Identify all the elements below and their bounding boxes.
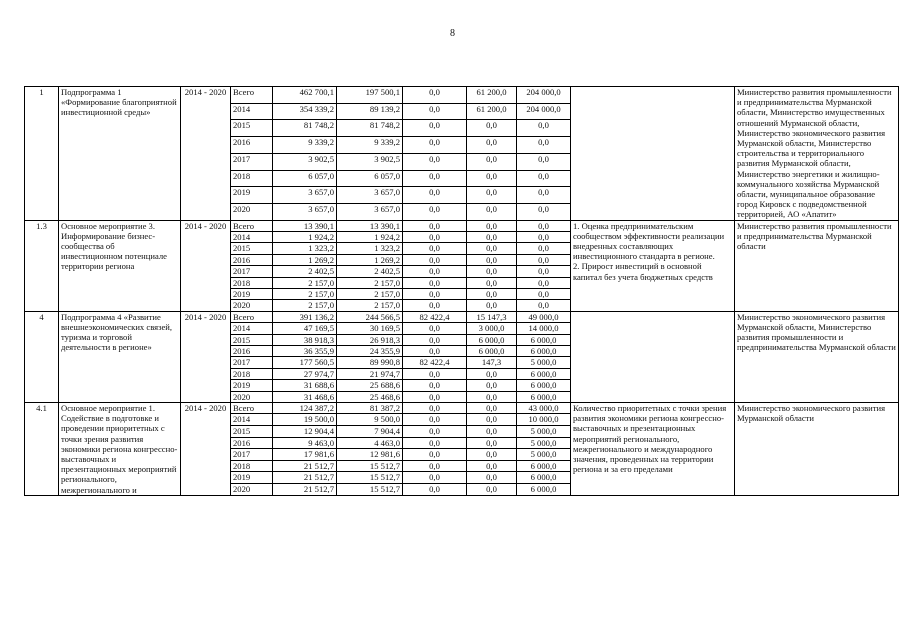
funding-value: 3 902,5	[273, 153, 337, 170]
funding-value: 0,0	[403, 187, 467, 204]
funding-value: 0,0	[403, 449, 467, 461]
year-label: 2018	[231, 460, 273, 472]
indicators	[571, 87, 735, 221]
funding-value: 1 924,2	[337, 232, 403, 243]
year-label: 2019	[231, 472, 273, 484]
funding-value: 3 657,0	[273, 187, 337, 204]
funding-value: 0,0	[517, 203, 571, 220]
funding-value: 13 390,1	[337, 220, 403, 231]
year-label: 2016	[231, 254, 273, 265]
year-label: 2015	[231, 426, 273, 438]
funding-value: 0,0	[467, 187, 517, 204]
funding-value: 197 500,1	[337, 87, 403, 104]
funding-value: 2 157,0	[273, 288, 337, 299]
funding-value: 0,0	[403, 472, 467, 484]
indicators	[571, 220, 735, 311]
funding-value: 6 000,0	[517, 460, 571, 472]
funding-value: 5 000,0	[517, 449, 571, 461]
funding-value: 1 269,2	[337, 254, 403, 265]
funding-value: 2 157,0	[337, 277, 403, 288]
funding-value: 0,0	[517, 243, 571, 254]
funding-value: 9 339,2	[337, 137, 403, 154]
funding-value: 2 157,0	[337, 300, 403, 311]
year-label: 2017	[231, 153, 273, 170]
funding-value: 6 057,0	[273, 170, 337, 187]
funding-value: 0,0	[517, 254, 571, 265]
funding-value: 61 200,0	[467, 87, 517, 104]
funding-value: 0,0	[403, 87, 467, 104]
year-label: 2014	[231, 232, 273, 243]
funding-value: 24 355,9	[337, 345, 403, 356]
funding-value: 0,0	[403, 300, 467, 311]
year-label: 2016	[231, 437, 273, 449]
funding-value: 0,0	[403, 137, 467, 154]
year-label: 2018	[231, 368, 273, 379]
year-label: Всего	[231, 87, 273, 104]
funding-value: 0,0	[403, 254, 467, 265]
funding-value: 0,0	[467, 243, 517, 254]
indicators	[571, 311, 735, 402]
funding-value: 0,0	[403, 426, 467, 438]
funding-value: 0,0	[467, 449, 517, 461]
funding-value: 43 000,0	[517, 402, 571, 414]
funding-value: 89 990,8	[337, 357, 403, 368]
funding-value: 0,0	[467, 368, 517, 379]
funding-value: 1 323,2	[273, 243, 337, 254]
funding-value: 21 512,7	[273, 460, 337, 472]
funding-value: 0,0	[467, 203, 517, 220]
funding-value: 0,0	[403, 153, 467, 170]
year-label: 2016	[231, 137, 273, 154]
funding-value: 5 000,0	[517, 357, 571, 368]
funding-value: 0,0	[403, 203, 467, 220]
indicator-text: 1. Оценка предпринимательским сообществом эффективности реализации внедренных составляющих инвестиционного стандарта в регионе.	[573, 220, 725, 262]
funding-value: 0,0	[403, 402, 467, 414]
funding-value: 0,0	[403, 391, 467, 402]
funding-value: 49 000,0	[517, 311, 571, 322]
funding-value: 81 387,2	[337, 402, 403, 414]
funding-value: 0,0	[403, 277, 467, 288]
funding-value: 0,0	[403, 437, 467, 449]
funding-value: 204 000,0	[517, 87, 571, 104]
funding-value: 5 000,0	[517, 426, 571, 438]
funding-value: 4 463,0	[337, 437, 403, 449]
funding-value: 9 500,0	[337, 414, 403, 426]
funding-value: 0,0	[403, 323, 467, 334]
row-number: 4.1	[25, 402, 59, 495]
funding-value: 14 000,0	[517, 323, 571, 334]
year-label: 2020	[231, 300, 273, 311]
funding-value: 81 748,2	[337, 120, 403, 137]
table-row	[25, 220, 899, 231]
funding-value: 15 512,7	[337, 472, 403, 484]
funding-value: 2 157,0	[337, 288, 403, 299]
funding-value: 6 000,0	[517, 484, 571, 496]
funding-value: 3 657,0	[337, 187, 403, 204]
funding-value: 0,0	[403, 484, 467, 496]
year-label: 2020	[231, 484, 273, 496]
year-label: 2014	[231, 323, 273, 334]
funding-value: 2 402,5	[273, 266, 337, 277]
funding-value: 17 981,6	[273, 449, 337, 461]
funding-value: 6 000,0	[467, 334, 517, 345]
funding-value: 0,0	[467, 437, 517, 449]
year-label: 2015	[231, 120, 273, 137]
year-label: 2015	[231, 243, 273, 254]
funding-value: 89 139,2	[337, 103, 403, 120]
period-years: 2014 - 2020	[181, 220, 231, 311]
funding-value: 5 000,0	[517, 437, 571, 449]
period-years: 2014 - 2020	[181, 311, 231, 402]
year-label: 2018	[231, 277, 273, 288]
funding-value: 0,0	[517, 277, 571, 288]
funding-value: 177 560,5	[273, 357, 337, 368]
funding-value: 1 323,2	[337, 243, 403, 254]
funding-value: 0,0	[467, 472, 517, 484]
funding-value: 0,0	[467, 300, 517, 311]
funding-value: 25 688,6	[337, 380, 403, 391]
funding-value: 3 902,5	[337, 153, 403, 170]
table-row	[25, 402, 899, 414]
funding-value: 82 422,4	[403, 357, 467, 368]
funding-value: 7 904,4	[337, 426, 403, 438]
funding-value: 26 918,3	[337, 334, 403, 345]
funding-value: 30 169,5	[337, 323, 403, 334]
funding-value: 0,0	[517, 288, 571, 299]
funding-value: 462 700,1	[273, 87, 337, 104]
funding-value: 6 057,0	[337, 170, 403, 187]
funding-value: 0,0	[467, 460, 517, 472]
funding-value: 3 657,0	[337, 203, 403, 220]
funding-value: 0,0	[403, 380, 467, 391]
funding-value: 0,0	[517, 300, 571, 311]
funding-value: 0,0	[403, 243, 467, 254]
year-label: Всего	[231, 402, 273, 414]
funding-value: 3 657,0	[273, 203, 337, 220]
indicator-text: Количество приоритетных с точки зрения развития экономики региона конгрессно-выставочных и презентационных мероприятий регионального, межрегионального и международного значения, проведенных на территории региона и за его пределами	[573, 402, 727, 475]
measure-name: Подпрограмма 1 «Формирование благоприятной инвестиционной среды»	[59, 87, 181, 221]
funding-value: 1 269,2	[273, 254, 337, 265]
funding-value: 15 147,3	[467, 311, 517, 322]
funding-value: 0,0	[403, 120, 467, 137]
funding-value: 0,0	[467, 391, 517, 402]
year-label: 2016	[231, 345, 273, 356]
funding-value: 0,0	[517, 137, 571, 154]
year-label: 2015	[231, 334, 273, 345]
funding-value: 27 974,7	[273, 368, 337, 379]
funding-value: 31 468,6	[273, 391, 337, 402]
funding-value: 0,0	[403, 266, 467, 277]
funding-value: 21 974,7	[337, 368, 403, 379]
funding-value: 0,0	[467, 170, 517, 187]
executors: Министерство развития промышленности и предпринимательства Мурманской области	[735, 220, 899, 311]
indicator-text: 2. Прирост инвестиций в основной капитал без учета бюджетных средств	[573, 261, 713, 282]
funding-value: 12 981,6	[337, 449, 403, 461]
year-label: 2020	[231, 203, 273, 220]
funding-value: 6 000,0	[517, 368, 571, 379]
funding-value: 147,3	[467, 357, 517, 368]
funding-value: 15 512,7	[337, 484, 403, 496]
funding-value: 0,0	[403, 414, 467, 426]
funding-value: 0,0	[467, 232, 517, 243]
funding-value: 6 000,0	[517, 472, 571, 484]
funding-value: 3 000,0	[467, 323, 517, 334]
program-table	[24, 86, 899, 496]
funding-value: 0,0	[467, 402, 517, 414]
funding-value: 0,0	[517, 120, 571, 137]
funding-value: 0,0	[403, 232, 467, 243]
year-label: Всего	[231, 220, 273, 231]
year-label: 2019	[231, 288, 273, 299]
funding-value: 6 000,0	[517, 380, 571, 391]
funding-value: 124 387,2	[273, 402, 337, 414]
funding-value: 0,0	[517, 232, 571, 243]
executors: Министерство развития промышленности и предпринимательства Мурманской области, Министерство имущественных отношений Мурманской области, Министерство экономического развития Мурманской области, Министерство строительства и территориального развития Мурманской области, Министерство энергетики и жилищно-коммунального хозяйства Мурманской области, муниципальное образование город Кировск с подведомственной территорией, АО «Апатит»	[735, 87, 899, 221]
table-row	[25, 311, 899, 322]
funding-value: 354 339,2	[273, 103, 337, 120]
table-row	[25, 87, 899, 104]
funding-value: 1 924,2	[273, 232, 337, 243]
funding-value: 38 918,3	[273, 334, 337, 345]
funding-value: 6 000,0	[517, 345, 571, 356]
funding-value: 21 512,7	[273, 472, 337, 484]
period-years: 2014 - 2020	[181, 402, 231, 495]
period-years: 2014 - 2020	[181, 87, 231, 221]
funding-value: 2 157,0	[273, 277, 337, 288]
funding-value: 0,0	[517, 153, 571, 170]
funding-value: 0,0	[403, 460, 467, 472]
funding-value: 2 402,5	[337, 266, 403, 277]
year-label: 2019	[231, 380, 273, 391]
measure-name: Основное мероприятие 3. Информирование бизнес-сообщества об инвестиционном потенциале территории региона	[59, 220, 181, 311]
funding-value: 47 169,5	[273, 323, 337, 334]
year-label: 2018	[231, 170, 273, 187]
funding-value: 6 000,0	[517, 391, 571, 402]
funding-value: 0,0	[467, 288, 517, 299]
funding-value: 21 512,7	[273, 484, 337, 496]
funding-value: 0,0	[467, 380, 517, 391]
funding-value: 0,0	[403, 368, 467, 379]
funding-value: 0,0	[403, 170, 467, 187]
executors: Министерство экономического развития Мурманской области, Министерство развития промышленности и предпринимательства Мурманской области	[735, 311, 899, 402]
funding-value: 204 000,0	[517, 103, 571, 120]
funding-value: 61 200,0	[467, 103, 517, 120]
year-label: 2014	[231, 414, 273, 426]
year-label: 2014	[231, 103, 273, 120]
funding-value: 0,0	[517, 266, 571, 277]
row-number: 4	[25, 311, 59, 402]
funding-value: 25 468,6	[337, 391, 403, 402]
page-number: 8	[450, 28, 455, 39]
funding-value: 0,0	[467, 484, 517, 496]
funding-value: 0,0	[403, 220, 467, 231]
funding-value: 0,0	[467, 426, 517, 438]
indicators	[571, 402, 735, 495]
funding-value: 0,0	[467, 137, 517, 154]
funding-value: 2 157,0	[273, 300, 337, 311]
funding-value: 36 355,9	[273, 345, 337, 356]
year-label: 2019	[231, 187, 273, 204]
funding-value: 391 136,2	[273, 311, 337, 322]
funding-value: 0,0	[517, 187, 571, 204]
funding-value: 6 000,0	[467, 345, 517, 356]
funding-value: 0,0	[467, 220, 517, 231]
funding-value: 6 000,0	[517, 334, 571, 345]
funding-value: 0,0	[467, 277, 517, 288]
funding-value: 82 422,4	[403, 311, 467, 322]
funding-value: 0,0	[467, 153, 517, 170]
funding-value: 12 904,4	[273, 426, 337, 438]
funding-value: 0,0	[467, 254, 517, 265]
measure-name: Основное мероприятие 1. Содействие в подготовке и проведении приоритетных с точки зрения развития экономики региона конгрессно-выставочных и презентационных мероприятий регионального, межрегионального и	[59, 402, 181, 495]
row-number: 1	[25, 87, 59, 221]
funding-value: 0,0	[403, 345, 467, 356]
year-label: 2017	[231, 449, 273, 461]
funding-value: 13 390,1	[273, 220, 337, 231]
funding-value: 9 463,0	[273, 437, 337, 449]
funding-value: 15 512,7	[337, 460, 403, 472]
funding-value: 0,0	[467, 414, 517, 426]
funding-value: 0,0	[467, 266, 517, 277]
year-label: Всего	[231, 311, 273, 322]
funding-value: 244 566,5	[337, 311, 403, 322]
measure-name: Подпрограмма 4 «Развитие внешнеэкономических связей, туризма и торговой деятельности в регионе»	[59, 311, 181, 402]
funding-value: 0,0	[517, 220, 571, 231]
funding-value: 10 000,0	[517, 414, 571, 426]
executors: Министерство экономического развития Мурманской области	[735, 402, 899, 495]
funding-value: 19 500,0	[273, 414, 337, 426]
year-label: 2017	[231, 266, 273, 277]
row-number: 1.3	[25, 220, 59, 311]
funding-value: 0,0	[517, 170, 571, 187]
funding-value: 9 339,2	[273, 137, 337, 154]
funding-value: 0,0	[467, 120, 517, 137]
funding-value: 0,0	[403, 334, 467, 345]
funding-value: 0,0	[403, 103, 467, 120]
funding-value: 0,0	[403, 288, 467, 299]
year-label: 2017	[231, 357, 273, 368]
funding-value: 81 748,2	[273, 120, 337, 137]
year-label: 2020	[231, 391, 273, 402]
funding-value: 31 688,6	[273, 380, 337, 391]
